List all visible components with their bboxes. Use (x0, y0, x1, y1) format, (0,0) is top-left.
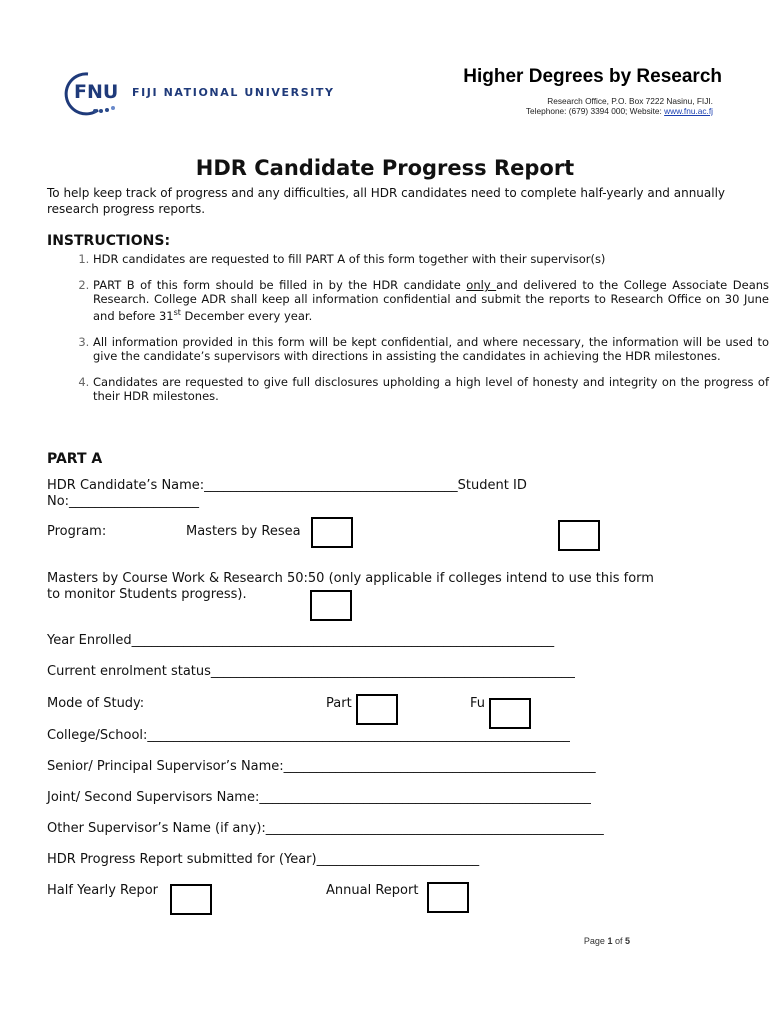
instructions-heading: INSTRUCTIONS: (47, 233, 171, 249)
half-yearly-label: Half Yearly Repor (47, 883, 159, 898)
program-other-checkbox[interactable] (558, 520, 600, 551)
logo-text: FNU (74, 81, 119, 103)
half-yearly-checkbox[interactable] (170, 884, 212, 915)
part-time-checkbox[interactable] (356, 694, 398, 725)
address-line: Research Office, P.O. Box 7222 Nasinu, FIJI. (547, 96, 713, 106)
program-label: Program: (47, 524, 107, 539)
masters-coursework-checkbox[interactable] (310, 590, 352, 621)
masters-research-checkbox[interactable] (311, 517, 353, 548)
mode-part-time-label: Part (326, 696, 352, 711)
annual-label: Annual Report (326, 883, 419, 898)
instruction-item: 3. All information provided in this form will be kept confidential, and where necessary, the information will be used to give the candidate’s supervisors with directions in assisting the candidates in achieving the HDR milestones. (93, 335, 769, 363)
only-emphasis: only (466, 278, 497, 292)
instructions-list (47, 252, 769, 415)
joint-supervisor-field[interactable]: Joint/ Second Supervisors Name:___________________________________________________ (47, 790, 591, 805)
page-total: 5 (624, 936, 630, 946)
mode-of-study-label: Mode of Study: (47, 696, 145, 711)
instruction-item: 1. HDR candidates are requested to fill PART A of this form together with their supervisor(s) (93, 252, 769, 266)
part-a-heading: PART A (47, 451, 103, 467)
candidate-name-field[interactable]: HDR Candidate’s Name:_______________________________________Student ID (47, 478, 527, 493)
masters-coursework-label-cont: to monitor Students progress). (47, 587, 247, 602)
unit-title: Higher Degrees by Research (463, 66, 722, 87)
annual-checkbox[interactable] (427, 882, 469, 913)
page-number (584, 936, 630, 946)
instruction-item: 4. Candidates are requested to give full disclosures upholding a high level of honesty and integrity on the progress of their HDR milestones. (93, 375, 769, 403)
instruction-text: PART B of this form should be filled in by the HDR candidate (93, 278, 467, 292)
page-prefix: Page (583, 936, 608, 946)
superscript-st: st (173, 308, 181, 317)
instruction-item (93, 278, 769, 323)
intro-text: To help keep track of progress and any difficulties, all HDR candidates need to complete half-yearly and annually research progress reports. (47, 186, 726, 216)
instruction-text: December every year. (180, 308, 313, 323)
page-of: of (612, 936, 625, 946)
university-name: FIJI NATIONAL UNIVERSITY (132, 86, 335, 99)
student-id-field[interactable]: No:____________________ (47, 494, 200, 509)
page-current: 1 (607, 936, 613, 946)
website-link[interactable]: www.fnu.ac.fj (664, 106, 713, 116)
telephone-text: Telephone: (679) 3394 000; Website: (525, 106, 665, 116)
report-year-field[interactable]: HDR Progress Report submitted for (Year)_________________________ (47, 852, 480, 867)
other-supervisor-field[interactable]: Other Supervisor’s Name (if any):____________________________________________________ (47, 821, 604, 836)
enrolment-status-field[interactable]: Current enrolment status________________________________________________________ (47, 664, 575, 679)
college-school-field[interactable]: College/School:_________________________________________________________________ (47, 728, 570, 743)
full-time-checkbox[interactable] (489, 698, 531, 729)
masters-coursework-label: Masters by Course Work & Research 50:50 (only applicable if colleges intend to use this form (47, 571, 654, 586)
program-option-research: Masters by Resea (186, 524, 301, 539)
instruction-text: and delivered to the College Associate Deans Research. College ADR shall keep all information confidential and submit the reports to Research Office on 30 June and before 31 (93, 278, 770, 323)
page-title: HDR Candidate Progress Report (195, 156, 575, 180)
senior-supervisor-field[interactable]: Senior/ Principal Supervisor’s Name:________________________________________________ (47, 759, 596, 774)
full-time-text-start: Fu (470, 696, 486, 711)
contact-line (526, 106, 713, 116)
year-enrolled-field[interactable]: Year Enrolled_________________________________________________________________ (47, 633, 555, 648)
